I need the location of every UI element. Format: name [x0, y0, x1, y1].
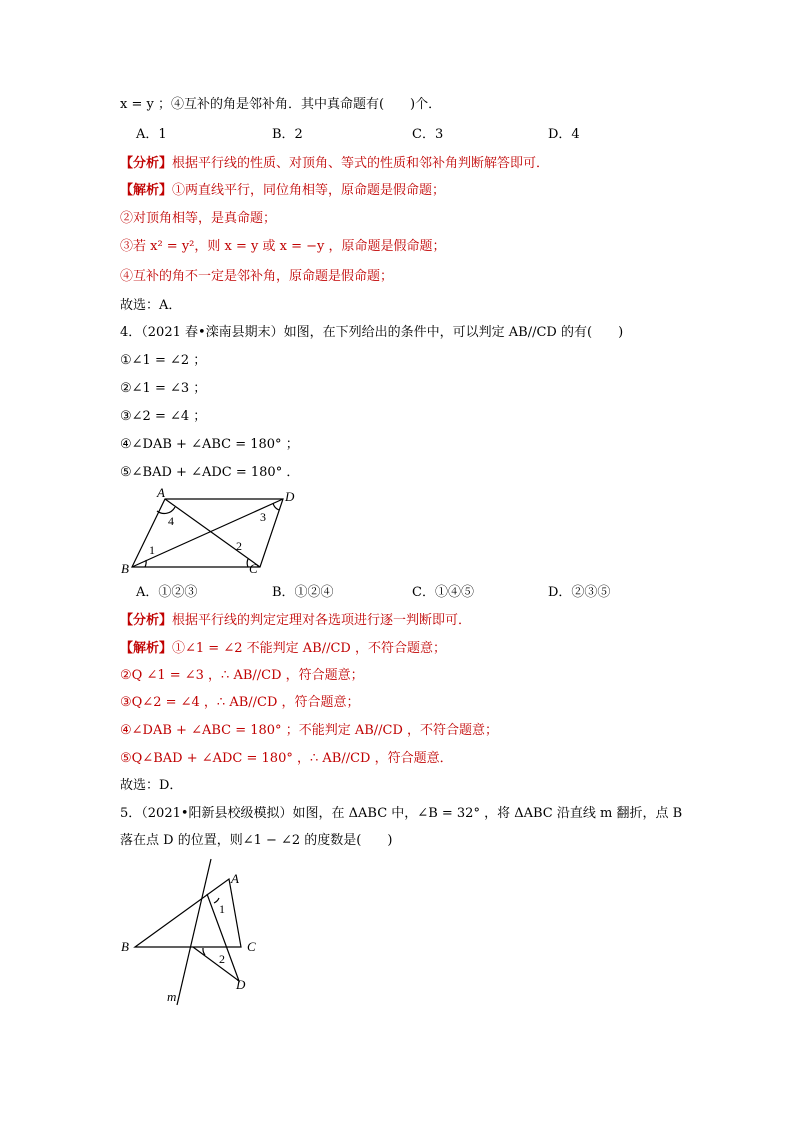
q3-option-c: C．3: [412, 127, 444, 142]
q4-angle-4-label: 4: [168, 514, 174, 528]
q5-angle-1-label: 1: [219, 902, 225, 916]
q5-point-d: D: [236, 977, 246, 992]
q3-solution-line-2: ②对顶角相等，是真命题；: [120, 211, 277, 226]
q4-point-d: D: [285, 489, 295, 504]
q4-option-b: B．①②④: [272, 585, 334, 600]
q4-solution-line-3: ③Q∠2 = ∠4 ，∴ AB//CD ，符合题意；: [120, 695, 360, 710]
q4-angle-2-arc: [247, 559, 248, 567]
q4-solution-line-4: ④∠DAB + ∠ABC = 180° ；不能判定 AB//CD ，不符合题意；: [120, 723, 499, 738]
analysis-tag: 【分析】: [120, 156, 173, 171]
q4-stem: 4．（2021 春•滦南县期末）如图，在下列给出的条件中，可以判定 AB//CD 的有( ): [120, 325, 624, 340]
q4-analysis: [120, 612, 471, 630]
q4-diagonal-ac: [165, 499, 260, 567]
q5-fold-line-m: [177, 859, 211, 1005]
q4-option-a: A．①②③: [136, 585, 198, 600]
solution-tag: 【解析】: [120, 641, 173, 656]
q4-condition-5: ⑤∠BAD + ∠ADC = 180° ．: [120, 465, 300, 480]
q4-option-d: D．②③⑤: [548, 585, 611, 600]
q3-stem-line: x = y ；④互补的角是邻补角．其中真命题有( )个．: [120, 97, 442, 112]
analysis-text: 根据平行线的判定定理对各选项进行逐一判断即可．: [172, 613, 472, 628]
analysis-tag: 【分析】: [120, 613, 173, 628]
q3-solution-line-1: 【解析】①两直线平行，同位角相等，原命题是假命题；: [120, 183, 446, 198]
q4-angle-3-arc: [273, 503, 279, 510]
q5-point-a: A: [231, 871, 239, 886]
q3-solution-line-3: ③若 x² = y²，则 x = y 或 x = −y ，原命题是假命题；: [120, 239, 446, 254]
q4-solution-line-1: 【解析】①∠1 = ∠2 不能判定 AB//CD ，不符合题意；: [120, 641, 446, 656]
solution-tag: 【解析】: [120, 183, 173, 198]
q3-option-a: A．1: [136, 127, 167, 142]
q5-angle-2-label: 2: [219, 952, 225, 966]
q4-answer: 故选：D．: [120, 778, 183, 793]
q4-point-b: B: [121, 561, 129, 576]
q5-fold-figure: [115, 855, 275, 1010]
q4-condition-1: ①∠1 = ∠2 ；: [120, 353, 207, 368]
q3-solution-line-4: ④互补的角不一定是邻补角，原命题是假命题；: [120, 269, 394, 284]
q4-angle-1-label: 1: [149, 543, 155, 557]
q4-angle-3-label: 3: [260, 510, 266, 524]
q4-point-c: C: [249, 561, 258, 576]
analysis-text: 根据平行线的性质、对顶角、等式的性质和邻补角判断解答即可．: [172, 156, 550, 171]
q5-triangle-abc: [135, 879, 241, 947]
q5-stem-line-1: 5．（2021•阳新县校级模拟）如图，在 ΔABC 中，∠B = 32° ，将 ΔABC 沿直线 m 翻折，点 B: [120, 806, 683, 821]
q3-analysis: [120, 155, 549, 173]
q5-stem-line-2: 落在点 D 的位置，则∠1 − ∠2 的度数是( ): [120, 833, 393, 848]
q4-angle-2-label: 2: [236, 539, 242, 553]
q4-condition-2: ②∠1 = ∠3 ；: [120, 381, 207, 396]
q4-parallelogram-figure: [115, 485, 305, 580]
q4-solution-line-5: ⑤Q∠BAD + ∠ADC = 180° ，∴ AB//CD ，符合题意．: [120, 751, 453, 766]
q5-line-m-label: m: [167, 989, 177, 1004]
q4-condition-4: ④∠DAB + ∠ABC = 180° ；: [120, 437, 299, 452]
q5-point-b: B: [121, 939, 129, 954]
q3-option-b: B．2: [272, 127, 303, 142]
q4-solution-line-2: ②Q ∠1 = ∠3 ，∴ AB//CD ，符合题意；: [120, 668, 364, 683]
q3-option-d: D．4: [548, 127, 580, 142]
q4-option-c: C．①④⑤: [412, 585, 474, 600]
q3-answer: 故选：A．: [120, 298, 182, 313]
q4-point-a: A: [157, 485, 165, 500]
q5-point-c: C: [247, 939, 256, 954]
q4-condition-3: ③∠2 = ∠4 ；: [120, 409, 207, 424]
